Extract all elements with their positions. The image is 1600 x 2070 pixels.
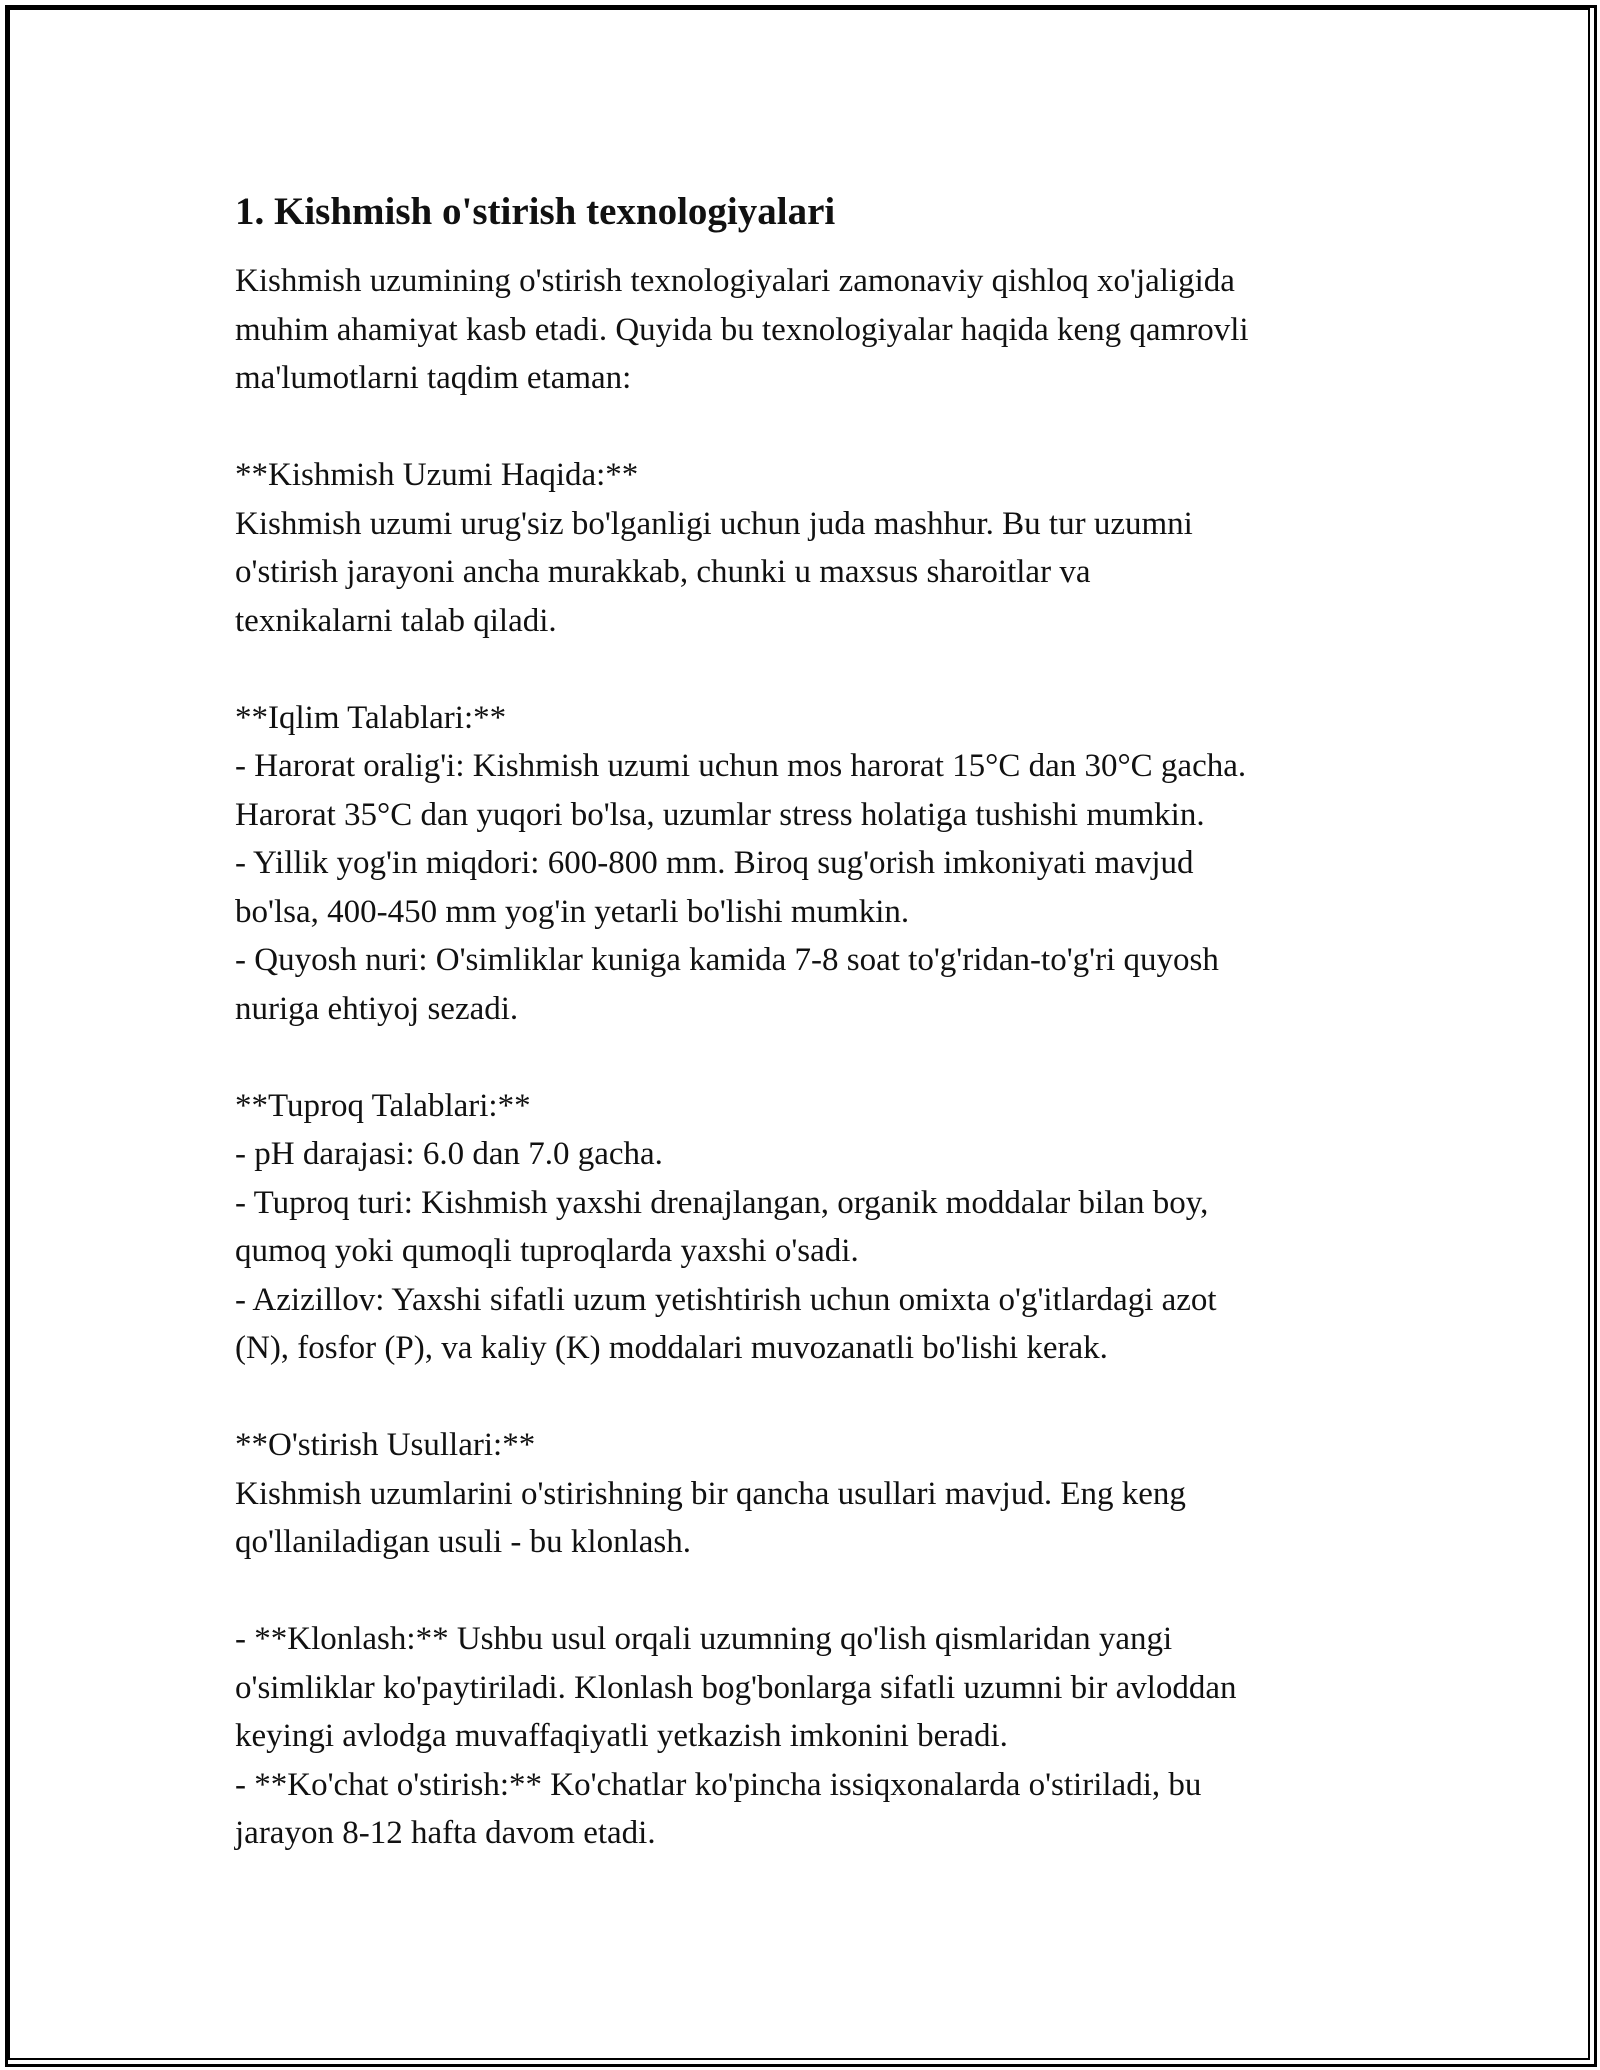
document-body: Kishmish uzumining o'stirish texnologiyalari zamonaviy qishloq xo'jaligida muhim ahamiyat kasb etadi. Quyida bu texnologiyalar haqida keng qamrovli ma'lumotlarni taqdim etaman: **Kishmish Uzumi Haqida:** Kishmish uzumi urug'siz bo'lganligi uchun juda mashhur. Bu tur uzumni o'stirish jarayoni ancha murakkab, chunki u maxsus sharoitlar va texnikalarni talab qiladi. **Iqlim Talablari:** - Harorat oralig'i: Kishmish uzumi uchun mos harorat 15°C dan 30°C gacha. Harorat 35°C dan yuqori bo'lsa, uzumlar stress holatiga tushishi mumkin. - Yillik yog'in miqdori: 600-800 mm. Biroq sug'orish imkoniyati mavjud bo'lsa, 400-450 mm yog'in yetarli bo'lishi mumkin. - Quyosh nuri: O'simliklar kuniga kamida 7-8 soat to'g'ridan-to'g'ri quyosh nuriga ehtiyoj sezadi. **Tuproq Talablari:** - pH darajasi: 6.0 dan 7.0 gacha. - Tuproq turi: Kishmish yaxshi drenajlangan, organik moddalar bilan boy, qumoq yoki qumoqli tuproqlarda yaxshi o'sadi. - Azizillov: Yaxshi sifatli uzum yetishtirish uchun omixta o'g'itlardagi azot (N), fosfor (P), va kaliy (K) moddalari muvozanatli bo'lishi kerak. **O'stirish Usullari:** Kishmish uzumlarini o'stirishning bir qancha usullari mavjud. Eng keng qo'llaniladigan usuli - bu klonlash. - **Klonlash:** Ushbu usul orqali uzumning qo'lish qismlaridan yangi o'simliklar ko'paytiriladi. Klonlash bog'bonlarga sifatli uzumni bir avloddan keyingi avlodga muvaffaqiyatli yetkazish imkonini beradi. - **Ko'chat o'stirish:** Ko'chatlar ko'pincha issiqxonalarda o'stiriladi, bu jarayon 8-12 hafta davom etadi.: [235, 263, 1249, 1851]
document-content: [235, 185, 1380, 1858]
document-title: 1. Kishmish o'stirish texnologiyalari: [235, 190, 836, 233]
